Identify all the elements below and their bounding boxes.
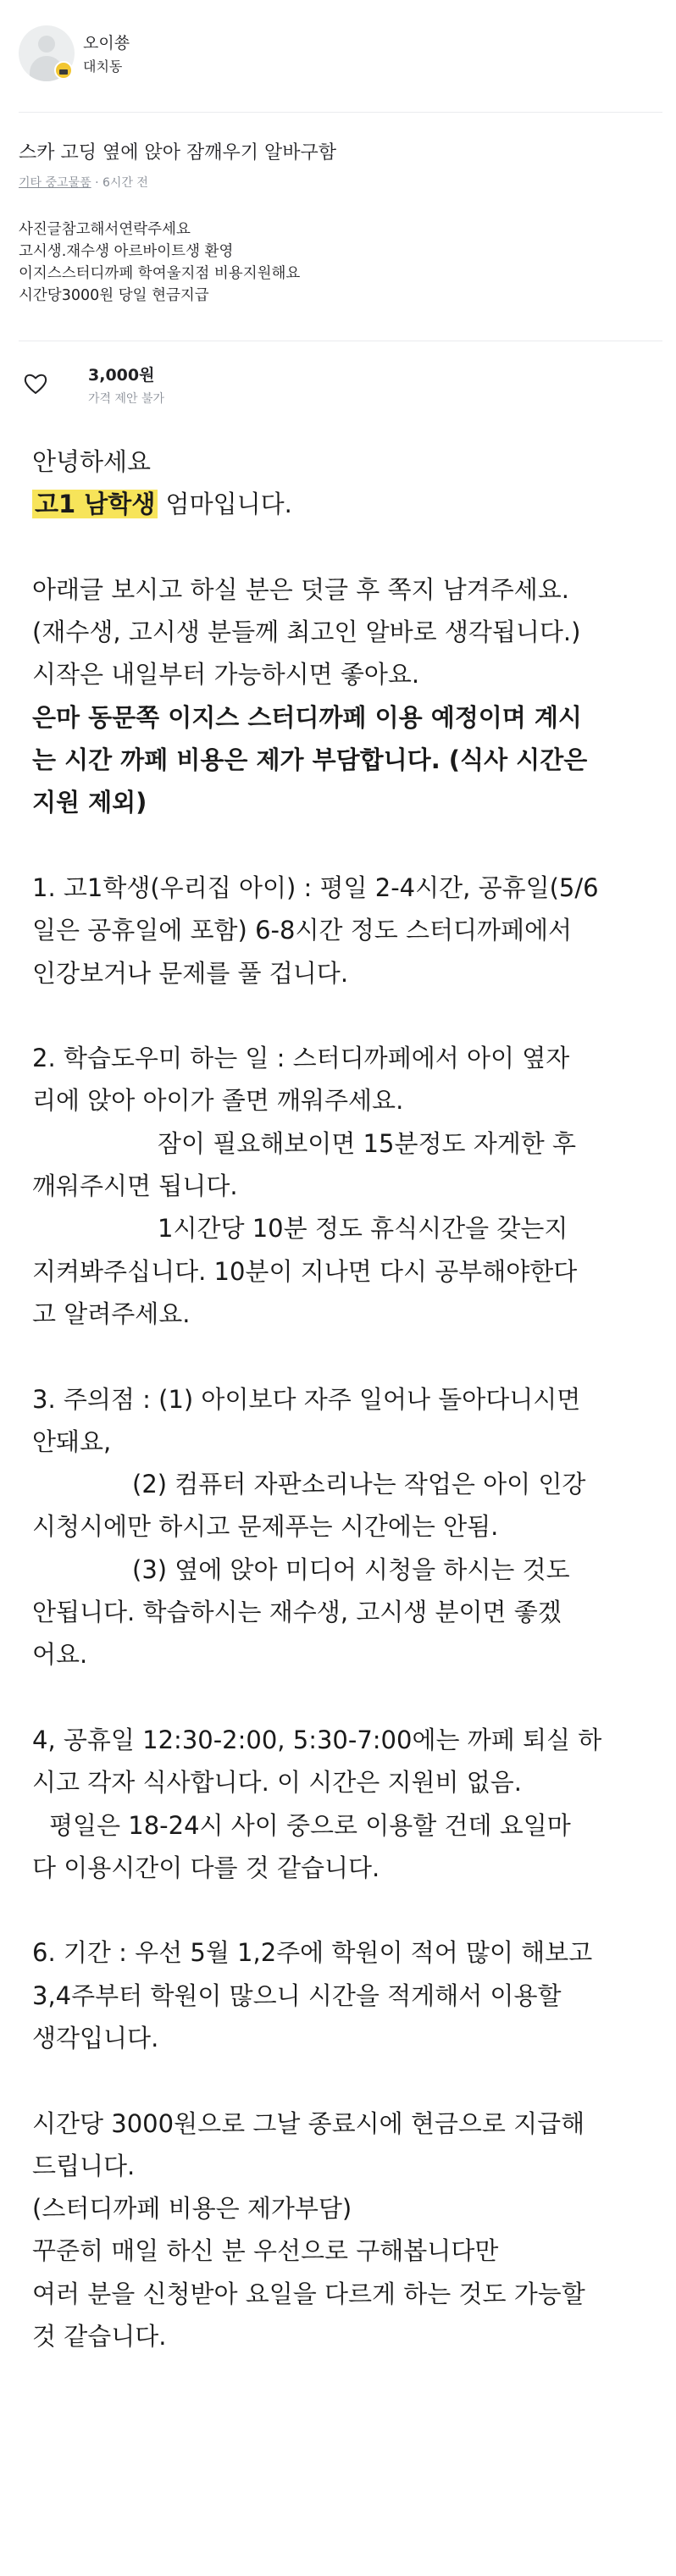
- seller-region: 대치동: [83, 58, 123, 75]
- content-line: 3,4주부터 학원이 많으니 시간을 적게해서 이용할: [32, 1980, 562, 2010]
- bold-line: 지원 제외): [32, 788, 147, 817]
- description-line: 고시생.재수생 아르바이트생 환영: [19, 243, 234, 260]
- content-line: 지켜봐주십니다. 10분이 지나면 다시 공부해야한다: [32, 1256, 578, 1286]
- description-line: 사진글참고해서연락주세요: [19, 221, 191, 238]
- post-image-content: [32, 440, 642, 2357]
- content-line: 1. 고1학생(우리집 아이) : 평일 2-4시간, 공휴일(5/6: [32, 873, 599, 902]
- description-line: 시간당3000원 당일 현금지급: [19, 287, 209, 304]
- content-line: 생각입니다.: [32, 2023, 159, 2052]
- content-line: 고 알려주세요.: [32, 1299, 191, 1328]
- content-line: 시청시에만 하시고 문제푸는 시간에는 안됨.: [32, 1512, 499, 1542]
- bold-line: 은마 동문쪽 이지스 스터디까페 이용 예정이며 계시: [32, 702, 582, 732]
- price-note: 가격 제안 불가: [88, 392, 165, 406]
- content-line: 깨워주시면 됩니다.: [32, 1172, 238, 1201]
- person-placeholder-icon: [38, 36, 55, 53]
- content-line: 일은 공휴일에 포함) 6-8시간 정도 스터디까페에서: [32, 916, 573, 945]
- content-line: 잠이 필요해보이면 15분정도 자게한 후: [158, 1128, 576, 1158]
- bold-line: 는 시간 까페 비용은 제가 부담합니다. (식사 시간은: [32, 745, 588, 775]
- content-line: 어요.: [32, 1640, 88, 1670]
- content-line: 시작은 내일부터 가능하시면 좋아요.: [32, 660, 420, 690]
- listing-description: [19, 219, 300, 307]
- content-line: 4, 공휴일 12:30-2:00, 5:30-7:00에는 까페 퇴실 하: [32, 1725, 602, 1754]
- content-line: 꾸준히 매일 하신 분 우선으로 구해봅니다만: [32, 2236, 499, 2266]
- content-line: 6. 기간 : 우선 5월 1,2주에 학원이 적어 많이 해보고: [32, 1938, 593, 1968]
- listing-title: 스카 고딩 옆에 앉아 잠깨우기 알바구함: [19, 142, 336, 163]
- content-line: (재수생, 고시생 분들께 최고인 알바로 생각됩니다.): [32, 618, 581, 647]
- listing-meta: [19, 174, 148, 191]
- content-line: 안됩니다. 학습하시는 재수생, 고시생 분이면 좋겠: [32, 1598, 562, 1627]
- content-line: 시간당 3000원으로 그날 종료시에 현금으로 지급해: [32, 2108, 585, 2138]
- heart-outline-icon[interactable]: [22, 370, 49, 397]
- content-line: 3. 주의점 : (1) 아이보다 자주 일어나 돌아다니시면: [32, 1384, 581, 1414]
- content-line: 안돼요,: [32, 1426, 112, 1456]
- time-ago: · 6시간 전: [95, 176, 148, 190]
- content-line: 것 같습니다.: [32, 2322, 167, 2352]
- content-line: 여러 분을 신청받아 요일을 다르게 하는 것도 가능할: [32, 2279, 585, 2308]
- content-line: 리에 앉아 아이가 졸면 깨워주세요.: [32, 1086, 404, 1116]
- intro-line: 고1 남학생 엄마입니다.: [32, 483, 642, 525]
- content-line: 드립니다.: [32, 2151, 136, 2180]
- highlighted-text: 고1 남학생: [32, 490, 158, 518]
- level-badge-icon: [54, 61, 73, 80]
- content-line: 시고 각자 식사합니다. 이 시간은 지원비 없음.: [32, 1768, 522, 1798]
- seller-name[interactable]: 오이쑝: [83, 34, 130, 53]
- content-line: (스터디까페 비용은 제가부담): [32, 2194, 352, 2224]
- content-line: 2. 학습도우미 하는 일 : 스터디까페에서 아이 옆자: [32, 1044, 570, 1073]
- content-line: 아래글 보시고 하실 분은 덧글 후 쪽지 남겨주세요.: [32, 574, 570, 604]
- content-line: (3) 옆에 앉아 미디어 시청을 하시는 것도: [132, 1554, 570, 1584]
- category-link[interactable]: 기타 중고물품: [19, 176, 91, 190]
- content-line: 1시간당 10분 정도 휴식시간을 갖는지: [158, 1214, 568, 1244]
- price: 3,000원: [88, 366, 155, 385]
- content-line: 안녕하세요: [32, 447, 152, 476]
- description-line: 이지스스터디까페 학여울지점 비용지원해요: [19, 265, 301, 282]
- content-line: (2) 컴퓨터 자판소리나는 작업은 아이 인강: [132, 1470, 586, 1499]
- content-line: 평일은 18-24시 사이 중으로 이용할 건데 요일마: [49, 1810, 571, 1840]
- content-line: 인강보거나 문제를 풀 겁니다.: [32, 958, 349, 988]
- divider: [19, 112, 662, 113]
- seller-profile[interactable]: [19, 25, 662, 85]
- content-line: 다 이용시간이 다를 것 같습니다.: [32, 1853, 380, 1882]
